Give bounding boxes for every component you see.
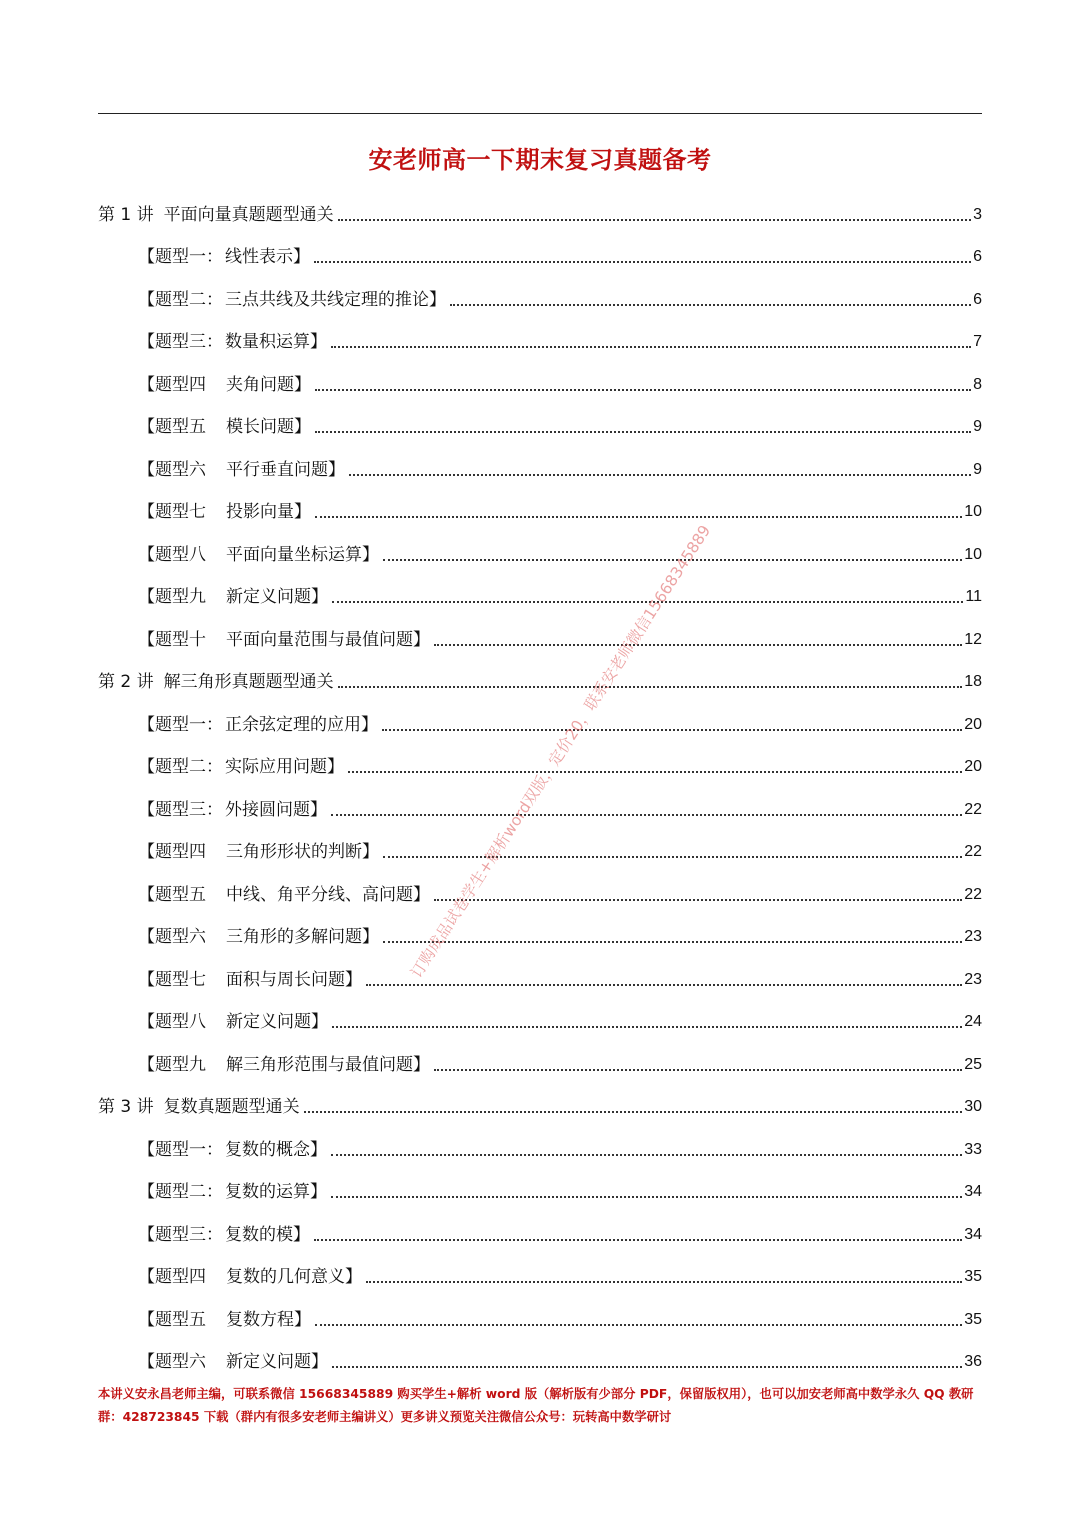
toc-entry-label — [138, 1012, 328, 1032]
toc-page-number: 34 — [964, 1225, 982, 1243]
dot-leader — [434, 899, 962, 901]
toc-entry-label — [138, 375, 311, 395]
topic-type: 【题型十 — [138, 629, 206, 650]
toc-subtopic-entry[interactable] — [98, 1251, 982, 1294]
dot-leader — [304, 1111, 963, 1113]
dot-leader — [349, 474, 971, 476]
lecture-number: 第 1 讲 — [98, 204, 154, 225]
dot-leader — [382, 729, 962, 731]
toc-entry-label — [138, 927, 379, 947]
toc-entry-title: 模长问题】 — [226, 417, 311, 437]
toc-page-number: 20 — [964, 758, 982, 775]
lecture-number: 第 3 讲 — [98, 1097, 154, 1117]
dot-leader — [383, 559, 962, 561]
toc-subtopic-entry[interactable] — [98, 826, 982, 869]
toc-page-number: 6 — [973, 290, 982, 308]
dot-leader — [315, 431, 971, 433]
toc-entry-label — [98, 1097, 300, 1117]
toc-subtopic-entry[interactable] — [98, 953, 982, 996]
toc-entry-title: 夹角问题】 — [226, 374, 311, 395]
toc-entry-label — [138, 630, 430, 650]
dot-leader — [338, 686, 963, 688]
toc-page-number: 35 — [964, 1268, 982, 1285]
toc-page-number: 22 — [964, 800, 982, 818]
toc-entry-label — [138, 1310, 311, 1330]
dot-leader — [315, 1324, 962, 1326]
toc-entry-label — [138, 1267, 362, 1287]
toc-page-number: 23 — [964, 970, 982, 988]
dot-leader — [332, 1026, 962, 1028]
toc-page-number: 35 — [964, 1310, 982, 1328]
dot-leader — [434, 1069, 962, 1071]
dot-leader — [314, 1239, 962, 1241]
topic-type: 【题型一： — [138, 247, 223, 267]
toc-entry-title: 数量积运算】 — [225, 332, 327, 352]
toc-entry-title: 平行垂直问题】 — [226, 459, 345, 480]
toc-page-number: 24 — [964, 1013, 982, 1030]
toc-entry-title: 实际应用问题】 — [225, 757, 344, 777]
toc-entry-label — [138, 800, 327, 820]
toc-entry-title: 中线、角平分线、高问题】 — [226, 884, 430, 905]
toc-page-number: 9 — [973, 418, 982, 435]
toc-subtopic-entry[interactable] — [98, 911, 982, 954]
topic-type: 【题型六 — [138, 927, 206, 947]
toc-page-number: 6 — [973, 248, 982, 265]
toc-entry-title: 三点共线及共线定理的推论】 — [225, 289, 446, 310]
toc-entry-title: 外接圆问题】 — [225, 799, 327, 820]
toc-entry-title: 平面向量坐标运算】 — [226, 544, 379, 565]
toc-subtopic-entry[interactable] — [98, 231, 982, 274]
toc-entry-label — [138, 587, 328, 607]
toc-subtopic-entry[interactable] — [98, 996, 982, 1039]
dot-leader — [314, 261, 971, 263]
dot-leader — [338, 219, 971, 221]
toc-subtopic-entry[interactable] — [98, 1336, 982, 1379]
toc-entry-label — [138, 1055, 430, 1075]
toc-subtopic-entry[interactable] — [98, 613, 982, 656]
dot-leader — [383, 856, 962, 858]
topic-type: 【题型四 — [138, 374, 206, 395]
toc-entry-title: 线性表示】 — [225, 247, 310, 267]
dot-leader — [315, 516, 962, 518]
toc-subtopic-entry[interactable] — [98, 1038, 982, 1081]
toc-entry-title: 复数方程】 — [226, 1309, 311, 1330]
dot-leader — [331, 1154, 962, 1156]
dot-leader — [315, 389, 971, 391]
toc-entry-title: 正余弦定理的应用】 — [225, 714, 378, 735]
topic-type: 【题型五 — [138, 417, 206, 437]
toc-page-number: 18 — [964, 673, 982, 690]
toc-entry-label — [138, 247, 310, 267]
toc-page-number: 10 — [964, 545, 982, 563]
toc-subtopic-entry[interactable] — [98, 443, 982, 486]
toc-subtopic-entry[interactable] — [98, 401, 982, 444]
toc-entry-title: 新定义问题】 — [226, 1012, 328, 1032]
toc-entry-label — [138, 1352, 328, 1372]
topic-type: 【题型三： — [138, 1224, 223, 1245]
toc-entry-title: 新定义问题】 — [226, 587, 328, 607]
dot-leader — [348, 771, 962, 773]
topic-type: 【题型七 — [138, 969, 206, 990]
toc-entry-label — [138, 1225, 310, 1245]
toc-page-number: 12 — [964, 630, 982, 648]
toc-page-number: 25 — [964, 1055, 982, 1073]
dot-leader — [366, 984, 962, 986]
watermark-text: 订购成品试卷学生+解析word双版，定价20，联系安老师微信15668345889 — [407, 521, 715, 982]
topic-type: 【题型二： — [138, 757, 223, 777]
toc-page-number: 20 — [964, 715, 982, 733]
toc-entry-title: 复数真题题型通关 — [163, 1097, 300, 1117]
toc-entry-title: 解三角形真题题型通关 — [163, 672, 334, 692]
toc-page-number: 10 — [964, 503, 982, 520]
header-rule — [98, 113, 982, 114]
dot-leader — [331, 814, 962, 816]
topic-type: 【题型三： — [138, 332, 223, 352]
toc-entry-label — [98, 672, 334, 692]
toc-page-number: 30 — [964, 1098, 982, 1115]
topic-type: 【题型五 — [138, 884, 206, 905]
toc-entry-title: 三角形的多解问题】 — [226, 927, 379, 947]
toc-page-number: 9 — [973, 460, 982, 478]
toc-subtopic-entry[interactable] — [98, 358, 982, 401]
toc-page-number: 22 — [964, 843, 982, 860]
topic-type: 【题型六 — [138, 1352, 206, 1372]
toc-entry-title: 三角形形状的判断】 — [226, 842, 379, 862]
toc-entry-title: 投影向量】 — [226, 502, 311, 522]
toc-entry-title: 复数的概念】 — [225, 1139, 327, 1160]
toc-entry-label — [138, 715, 378, 735]
dot-leader — [434, 644, 962, 646]
toc-entry-title: 复数的模】 — [225, 1224, 310, 1245]
dot-leader — [331, 346, 971, 348]
toc-entry-label — [138, 1182, 327, 1202]
toc-entry-title: 复数的运算】 — [225, 1182, 327, 1202]
topic-type: 【题型三： — [138, 799, 223, 820]
topic-type: 【题型九 — [138, 587, 206, 607]
toc-subtopic-entry[interactable] — [98, 1166, 982, 1209]
toc-page-number: 33 — [964, 1140, 982, 1158]
toc-subtopic-entry[interactable] — [98, 486, 982, 529]
dot-leader — [332, 1366, 962, 1368]
toc-subtopic-entry[interactable] — [98, 783, 982, 826]
footer-note: 本讲义安永昌老师主编，可联系微信 15668345889 购买学生+解析 word 版（解析版有少部分 PDF，保留版权用），也可以加安老师高中数学永久 QQ 教研群：428723845 下载（群内有很多安老师主编讲义）更多讲义预览关注微信公众号：玩转高中数学研讨 — [98, 1387, 974, 1424]
toc-entry-title: 平面向量真题题型通关 — [163, 204, 334, 225]
toc-page-number: 7 — [973, 333, 982, 350]
toc-entry-label — [138, 842, 379, 862]
table-of-contents — [98, 188, 982, 1378]
topic-type: 【题型一： — [138, 1139, 223, 1160]
lecture-number: 第 2 讲 — [98, 672, 154, 692]
toc-entry-title: 复数的几何意义】 — [226, 1267, 362, 1287]
dot-leader — [332, 601, 963, 603]
toc-subtopic-entry[interactable] — [98, 1208, 982, 1251]
toc-entry-title: 平面向量范围与最值问题】 — [226, 629, 430, 650]
toc-entry-label — [138, 290, 446, 310]
toc-page-number: 3 — [973, 205, 982, 223]
toc-entry-label — [98, 205, 334, 225]
toc-subtopic-entry[interactable] — [98, 1123, 982, 1166]
toc-page-number: 22 — [964, 885, 982, 903]
topic-type: 【题型八 — [138, 1012, 206, 1032]
dot-leader — [383, 941, 962, 943]
toc-subtopic-entry[interactable] — [98, 528, 982, 571]
document-title: 安老师高一下期末复习真题备考 — [368, 146, 712, 174]
topic-type: 【题型九 — [138, 1054, 206, 1075]
topic-type: 【题型四 — [138, 842, 206, 862]
topic-type: 【题型四 — [138, 1267, 206, 1287]
topic-type: 【题型八 — [138, 544, 206, 565]
dot-leader — [331, 1196, 962, 1198]
toc-page-number: 23 — [964, 928, 982, 945]
toc-entry-label — [138, 460, 345, 480]
toc-subtopic-entry[interactable] — [98, 571, 982, 614]
topic-type: 【题型六 — [138, 459, 206, 480]
toc-entry-title: 面积与周长问题】 — [226, 969, 362, 990]
toc-subtopic-entry[interactable] — [98, 698, 982, 741]
toc-subtopic-entry[interactable] — [98, 1293, 982, 1336]
topic-type: 【题型五 — [138, 1309, 206, 1330]
toc-page-number: 11 — [965, 588, 982, 605]
toc-entry-title: 解三角形范围与最值问题】 — [226, 1054, 430, 1075]
topic-type: 【题型二： — [138, 1182, 223, 1202]
toc-entry-label — [138, 970, 362, 990]
topic-type: 【题型一： — [138, 714, 223, 735]
dot-leader — [450, 304, 971, 306]
topic-type: 【题型七 — [138, 502, 206, 522]
toc-lecture-entry[interactable] — [98, 656, 982, 699]
dot-leader — [366, 1281, 962, 1283]
toc-entry-label — [138, 332, 327, 352]
toc-entry-label — [138, 502, 311, 522]
toc-entry-label — [138, 757, 344, 777]
toc-entry-label — [138, 1140, 327, 1160]
toc-entry-label — [138, 545, 379, 565]
toc-subtopic-entry[interactable] — [98, 741, 982, 784]
toc-subtopic-entry[interactable] — [98, 316, 982, 359]
toc-subtopic-entry[interactable] — [98, 868, 982, 911]
toc-entry-title: 新定义问题】 — [226, 1352, 328, 1372]
toc-lecture-entry[interactable] — [98, 1081, 982, 1124]
toc-subtopic-entry[interactable] — [98, 273, 982, 316]
toc-entry-label — [138, 417, 311, 437]
toc-entry-label — [138, 885, 430, 905]
toc-page-number: 8 — [973, 375, 982, 393]
toc-page-number: 34 — [964, 1183, 982, 1200]
toc-page-number: 36 — [964, 1353, 982, 1370]
toc-lecture-entry[interactable] — [98, 188, 982, 231]
topic-type: 【题型二： — [138, 289, 223, 310]
